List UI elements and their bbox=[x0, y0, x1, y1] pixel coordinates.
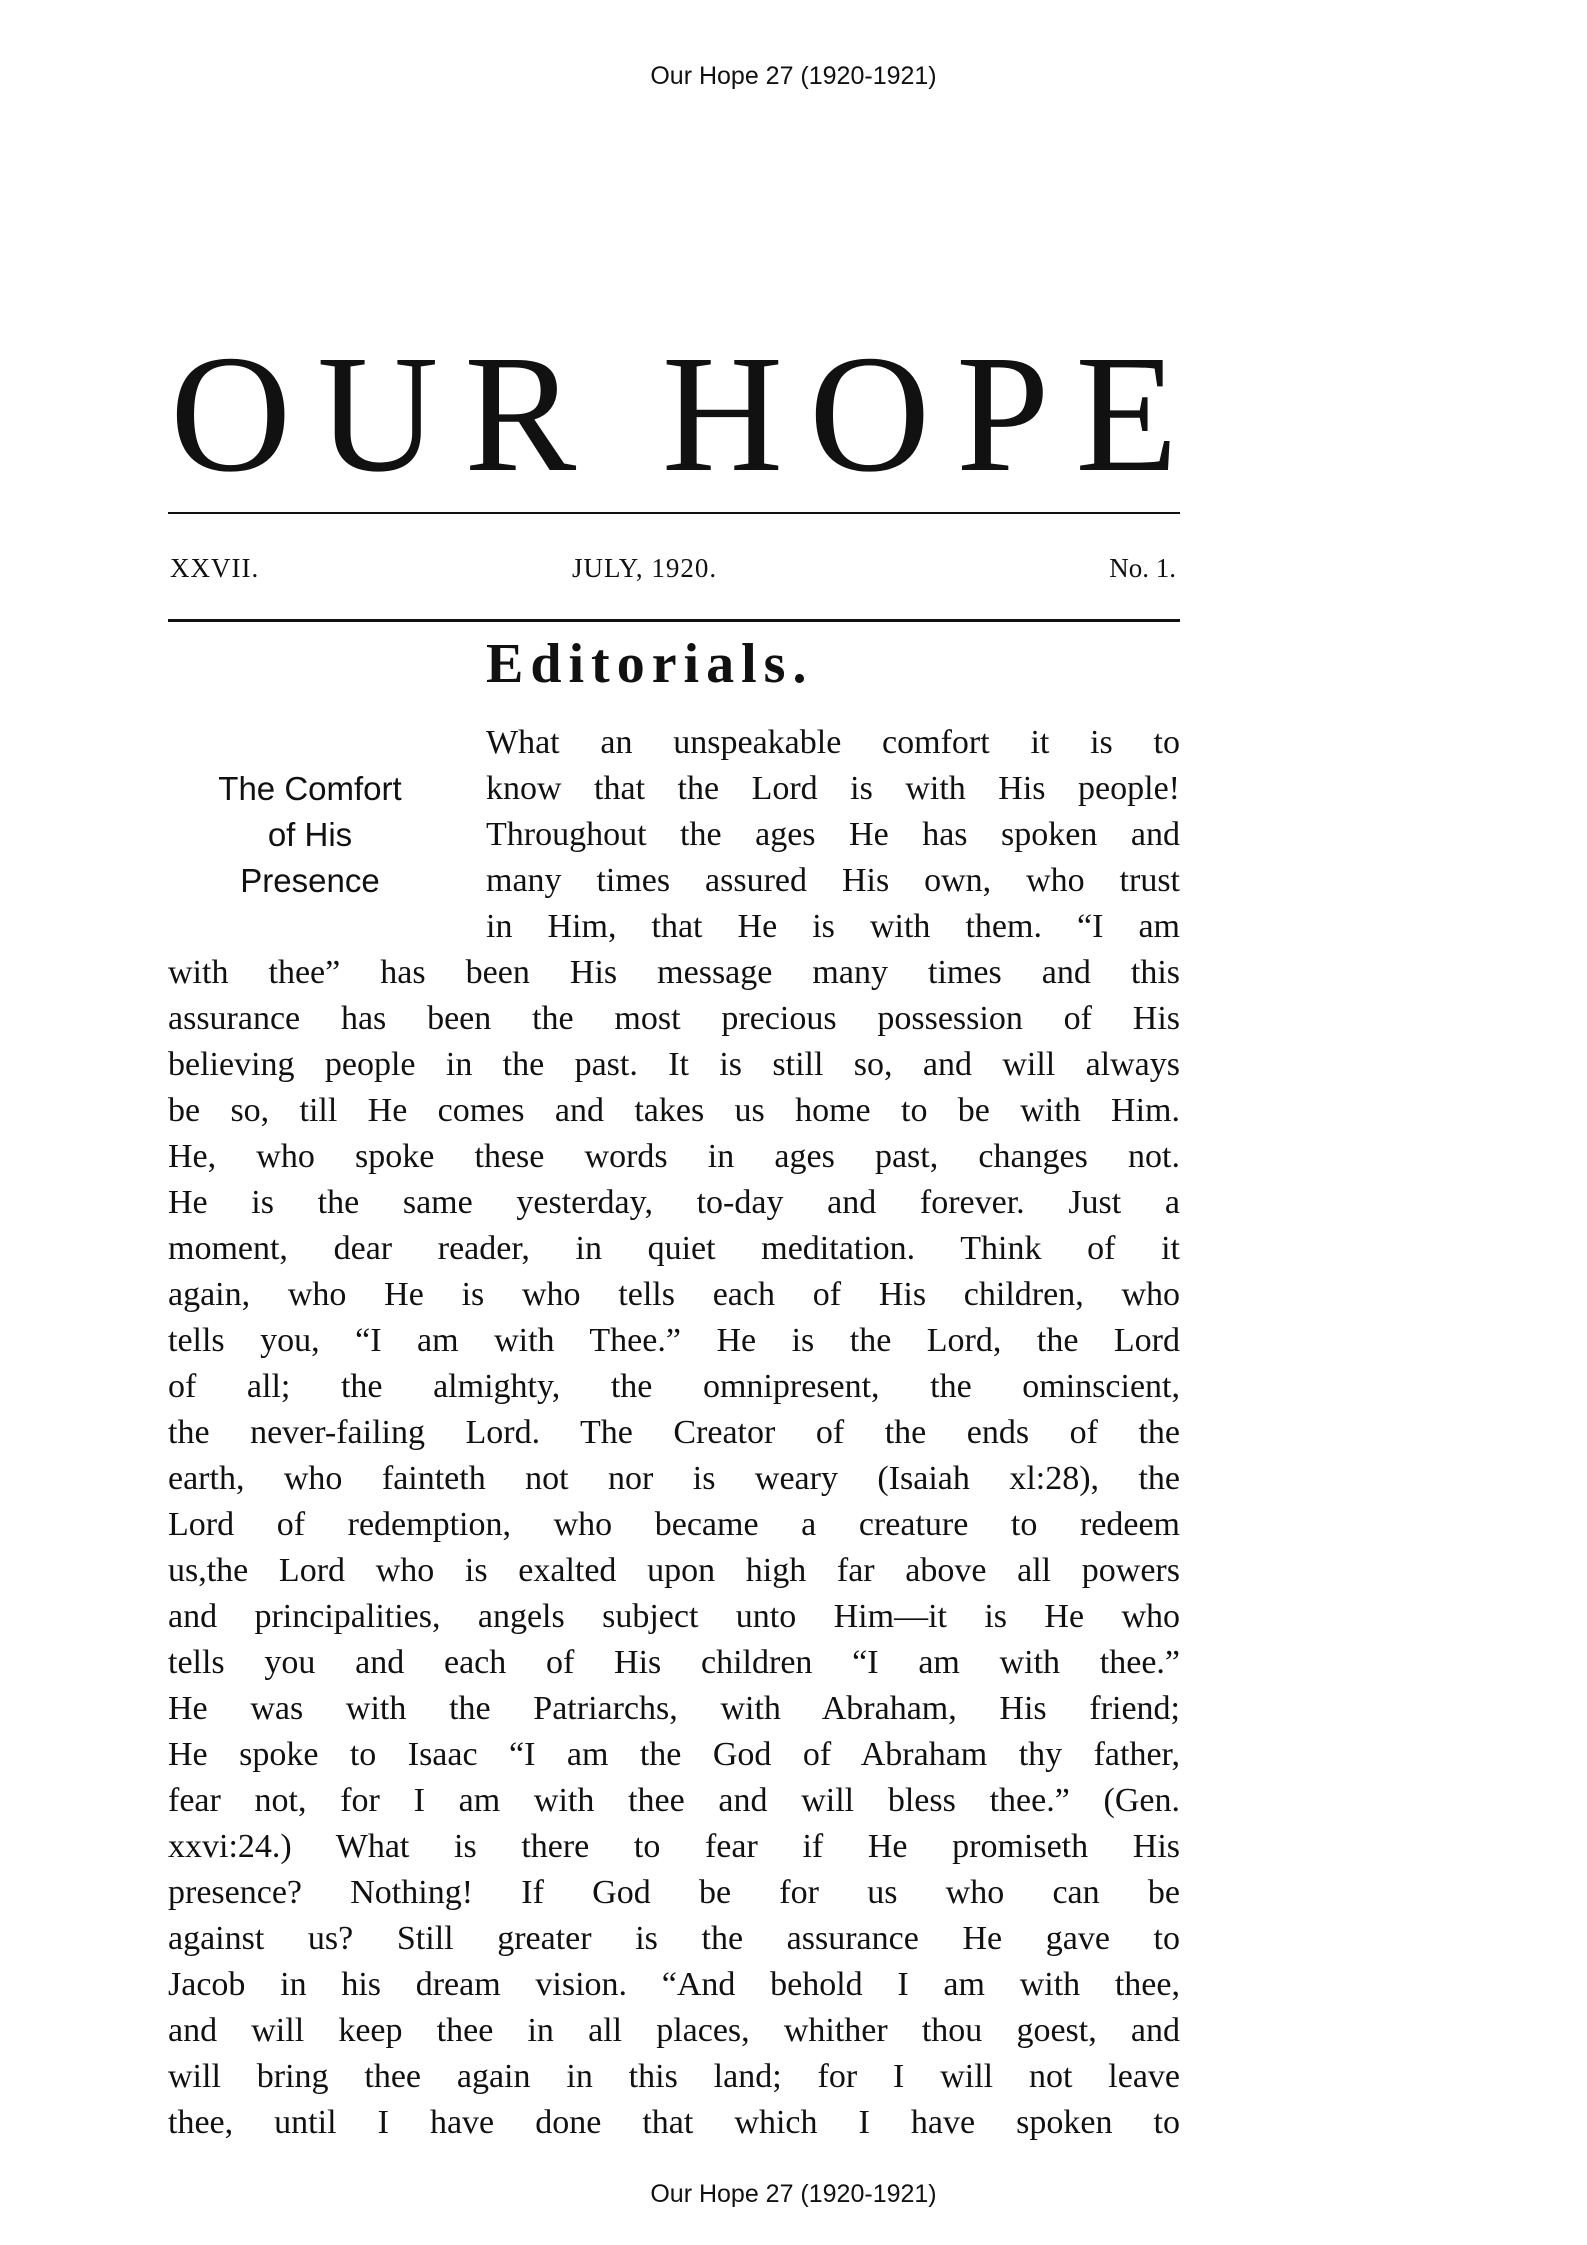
masthead-letter: P bbox=[956, 321, 1050, 507]
text-line: and principalities, angels subject unto Him—it is He who bbox=[168, 1598, 1180, 1635]
text-line: He, who spoke these words in ages past, changes not. bbox=[168, 1138, 1180, 1175]
text-line: Throughout the ages He has spoken and bbox=[486, 816, 1180, 853]
text-line: earth, who fainteth not nor is weary (Isaiah xl:28), the bbox=[168, 1460, 1180, 1497]
text-line: us,the Lord who is exalted upon high far above all powers bbox=[168, 1552, 1180, 1589]
side-heading-line: of His bbox=[267, 816, 353, 853]
issue-number: No. 1. bbox=[1109, 553, 1176, 583]
text-line: He spoke to Isaac “I am the God of Abraham thy father, bbox=[168, 1736, 1180, 1773]
text-line: know that the Lord is with His people! bbox=[486, 770, 1180, 807]
text-line: tells you and each of His children “I am with thee.” bbox=[168, 1644, 1180, 1681]
section-title: Editorials. bbox=[486, 633, 814, 695]
masthead-letter: U bbox=[317, 321, 439, 507]
text-line: What an unspeakable comfort it is to bbox=[486, 724, 1180, 761]
text-line: Lord of redemption, who became a creature to redeem bbox=[168, 1506, 1180, 1543]
text-line: be so, till He comes and takes us home to be with Him. bbox=[168, 1092, 1180, 1129]
side-heading bbox=[186, 766, 434, 904]
text-line: of all; the almighty, the omnipresent, the ominscient, bbox=[168, 1368, 1180, 1405]
text-line: and will keep thee in all places, whither thou goest, and bbox=[168, 2012, 1180, 2049]
text-line: He was with the Patriarchs, with Abraham, His friend; bbox=[168, 1690, 1180, 1727]
running-header: Our Hope 27 (1920-1921) bbox=[650, 62, 937, 90]
masthead-letter: O bbox=[170, 321, 292, 507]
text-line: He is the same yesterday, to-day and forever. Just a bbox=[168, 1184, 1180, 1221]
side-heading-line: Presence bbox=[240, 862, 380, 899]
masthead-letter: H bbox=[661, 321, 784, 507]
text-line: xxvi:24.) What is there to fear if He promiseth His bbox=[168, 1828, 1180, 1865]
text-line: tells you, “I am with Thee.” He is the Lord, the Lord bbox=[168, 1322, 1180, 1359]
masthead-letter: E bbox=[1075, 321, 1178, 507]
body-paragraph bbox=[168, 950, 1180, 2146]
text-line: with thee” has been His message many times and this bbox=[168, 954, 1180, 991]
text-line: presence? Nothing! If God be for us who can be bbox=[168, 1874, 1180, 1911]
text-line: fear not, for I am with thee and will bless thee.” (Gen. bbox=[168, 1782, 1180, 1819]
issue-volume: XXVII. bbox=[170, 553, 260, 583]
lead-paragraph bbox=[486, 720, 1180, 950]
text-line: again, who He is who tells each of His children, who bbox=[168, 1276, 1180, 1313]
side-heading-line: The Comfort bbox=[218, 770, 402, 807]
text-line: will bring thee again in this land; for I will not leave bbox=[168, 2058, 1180, 2095]
text-line: the never-failing Lord. The Creator of the ends of the bbox=[168, 1414, 1180, 1451]
masthead-letter: O bbox=[808, 321, 931, 507]
running-footer: Our Hope 27 (1920-1921) bbox=[650, 2180, 937, 2208]
issue-date: JULY, 1920. bbox=[572, 553, 718, 583]
text-line: against us? Still greater is the assurance He gave to bbox=[168, 1920, 1180, 1957]
text-line: thee, until I have done that which I have spoken to bbox=[168, 2104, 1180, 2141]
masthead-letter: R bbox=[464, 321, 577, 507]
text-line: believing people in the past. It is still so, and will always bbox=[168, 1046, 1180, 1083]
text-line: assurance has been the most precious possession of His bbox=[168, 1000, 1180, 1037]
masthead-space bbox=[602, 330, 636, 498]
masthead-title bbox=[170, 321, 1178, 507]
text-line: many times assured His own, who trust bbox=[486, 862, 1180, 899]
text-line: Jacob in his dream vision. “And behold I am with thee, bbox=[168, 1966, 1180, 2003]
issue-rule bbox=[168, 619, 1180, 622]
masthead-rule bbox=[168, 512, 1180, 514]
issue-info bbox=[168, 553, 1180, 593]
text-line: moment, dear reader, in quiet meditation. Think of it bbox=[168, 1230, 1180, 1267]
text-line: in Him, that He is with them. “I am bbox=[486, 908, 1180, 945]
